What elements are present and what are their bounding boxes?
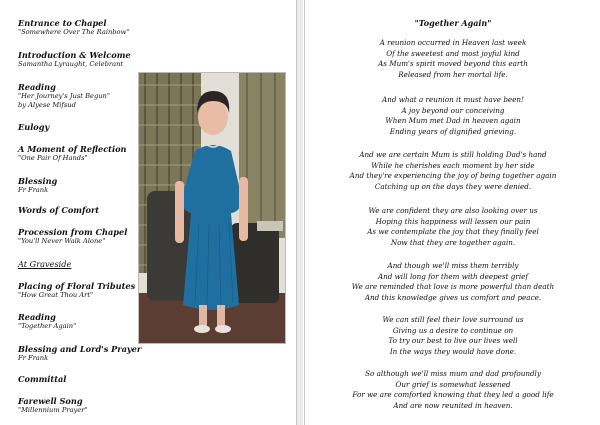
service-item-title: Placing of Floral Tributes [18,281,136,291]
poem-line: We are reminded that love is more powerful than death [351,282,555,291]
service-item-subtitle: "How Great Thou Art" [18,291,94,299]
poem-line: And though we'll miss them terribly [387,261,519,270]
service-item-title: A Moment of Reflection [18,144,127,154]
service-item-title: Reading [18,312,56,322]
service-item-title: Blessing and Lord's Prayer [18,344,142,354]
poem-line: A joy beyond our conceiving [401,105,505,115]
service-item-graveside [18,259,153,269]
service-item-lords-prayer [18,344,153,363]
poem-line: And what a reunion it must have been! [382,95,524,104]
service-item-reading-1 [18,82,153,109]
service-item-title: At Graveside [18,259,72,269]
service-item-subtitle: "Millennium Prayer" [18,406,88,414]
poem-line: To try our best to live our lives well [388,336,518,345]
poem-line: For we are comforted knowing that they led a good life [352,390,554,399]
poem-line: While he cherishes each moment by her side [371,160,535,170]
service-item-title: Reading [18,82,56,92]
service-item-blessing [18,176,153,195]
poem-line: And we are certain Mum is still holding Dad's hand [359,150,547,159]
service-item-title: Introduction & Welcome [18,50,131,60]
poem-line: And they're experiencing the joy of being together again [349,171,557,180]
poem-line: And will long for them with deepest grief [377,271,529,281]
service-item-title: Eulogy [18,122,50,132]
service-item-title: Blessing [18,176,58,186]
service-item-title: Words of Comfort [18,205,100,215]
service-item-reading-2 [18,312,153,331]
service-item-title: Farewell Song [18,396,83,406]
service-item-farewell-song [18,396,153,415]
service-item-subtitle: "Together Again" [18,322,77,330]
poem-line: A reunion occurred in Heaven last week [379,38,527,47]
poem-line: Catching up on the days they were denied. [374,181,532,191]
service-item-title: Committal [18,374,67,384]
poem-stanza [305,150,600,192]
poem-stanza [305,261,600,303]
poem-line: Giving us a desire to continue on [392,325,514,335]
service-item-title: Procession from Chapel [18,227,128,237]
service-item-subtitle: "You'll Never Walk Alone" [18,237,106,245]
poem-line: In the ways they would have done. [389,346,517,356]
booklet-fold [297,0,303,425]
service-item-floral-tributes [18,281,153,300]
service-item-reflection [18,144,153,163]
poem-line: Of the sweetest and most joyful kind [386,48,520,58]
right-page [304,0,600,425]
service-item-subtitle: "Her Journey's Just Begun" [18,92,110,100]
poem-line: And this knowledge gives us comfort and peace. [364,292,542,302]
service-item-words-of-comfort [18,205,153,215]
poem-line: Released from her mortal life. [398,69,508,79]
service-item-subtitle: Fr Frank [18,186,49,194]
poem-stanza [305,369,600,411]
poem-line: Our grief is somewhat lessened [395,379,511,389]
poem-title: "Together Again" [414,18,492,28]
poem-line: Ending years of dignified grieving. [389,126,517,136]
poem-stanza [305,38,600,80]
memorial-photo-illustration [139,73,286,344]
poem-line: And are now reunited in heaven. [393,400,513,410]
service-item-eulogy [18,122,153,132]
poem-line: We can still feel their love surround us [382,315,524,324]
service-item-subtitle: by Alyese Mifsud [18,100,76,109]
service-item-introduction [18,50,153,69]
poem-stanza [305,315,600,357]
poem-line: Now that they are together again. [390,237,516,247]
service-item-title: Entrance to Chapel [18,18,107,28]
service-item-committal [18,374,153,384]
poem-stanza [305,95,600,137]
poem-line: As we contemplate the joy that they finally feel [367,227,539,236]
poem-stanza [305,206,600,248]
left-page [0,0,297,425]
poem-line: As Mum's spirit moved beyond this earth [378,59,528,68]
service-item-subtitle: "One Pair Of Hands" [18,154,88,162]
memorial-photo [138,72,286,344]
service-item-procession [18,227,153,246]
poem-line: When Mum met Dad in heaven again [385,116,521,125]
poem-line: So although we'll miss mum and dad profoundly [365,369,541,378]
service-item-subtitle: "Somewhere Over The Rainbow" [18,28,130,36]
poem-line: Hoping this happiness will lessen our pain [375,216,531,226]
service-item-entrance [18,18,153,37]
service-item-subtitle: Fr Frank [18,354,49,362]
service-item-subtitle: Samantha Lyraught, Celebrant [18,60,124,68]
poem-line: We are confident they are also looking over us [368,206,538,215]
